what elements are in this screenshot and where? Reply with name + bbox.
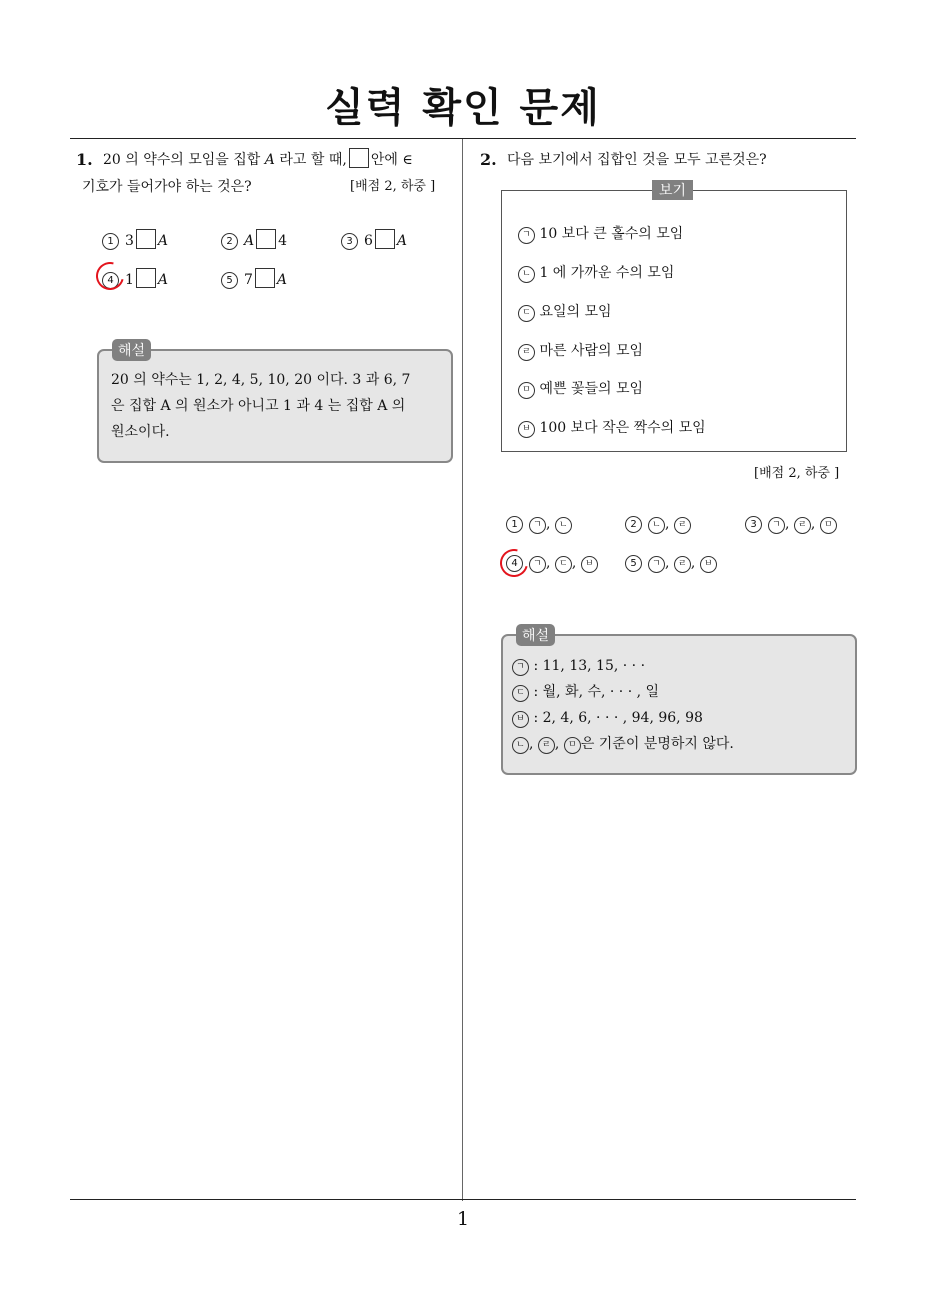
q2-score: [배점 2, 하중 ] <box>754 466 840 481</box>
q1-stem-line1 <box>103 147 458 173</box>
option-number: 2 <box>221 233 238 250</box>
q1-stem-a: 20 의 약수의 모임을 집합 <box>103 152 261 168</box>
page-number: 1 <box>456 1208 470 1230</box>
solution-line <box>512 679 734 705</box>
q2-stem: 다음 보기에서 집합인 것을 모두 고른것은? <box>507 152 767 168</box>
option-right: A <box>276 272 288 288</box>
option-number: 5 <box>625 555 642 572</box>
letter-mark: ㄹ <box>538 737 555 754</box>
option-number: 3 <box>745 516 762 533</box>
letter-mark: ㄱ <box>518 227 535 244</box>
solution-line-text: : 월, 화, 수, · · · , 일 <box>533 684 660 700</box>
q1-option-5[interactable] <box>221 268 287 289</box>
letter-mark: ㄹ <box>674 517 691 534</box>
option-left: 1 <box>125 272 134 288</box>
option-number: 4 <box>102 272 119 289</box>
bogi-item <box>518 378 643 399</box>
letter-mark: ㄷ <box>555 556 572 573</box>
option-right: A <box>396 233 408 249</box>
option-number: 3 <box>341 233 358 250</box>
bogi-item-text: 1 에 가까운 수의 모임 <box>539 265 675 281</box>
letter-mark: ㄴ <box>648 517 665 534</box>
bogi-item <box>518 301 612 322</box>
option-left: 7 <box>244 272 253 288</box>
solution-line-text: : 11, 13, 15, · · · <box>533 658 646 674</box>
q1-stem-var: A <box>264 152 275 168</box>
option-left: 3 <box>125 233 134 249</box>
solution-line: ㄴ , ㄹ , ㅁ 은 기준이 분명하지 않다. <box>512 731 734 757</box>
q1-number: 1. <box>76 150 93 169</box>
q2-option-2[interactable]: 2 ㄴ , ㄹ <box>625 516 691 534</box>
bogi-item <box>518 223 683 244</box>
header-rule <box>70 138 856 139</box>
q1-stem-b: 라고 할 때, <box>279 152 347 168</box>
letter-mark: ㄱ <box>648 556 665 573</box>
q1-stem-c: 안에 ∈ <box>370 152 413 168</box>
q2-number: 2. <box>480 150 497 169</box>
blank-box <box>375 229 395 249</box>
bogi-item-text: 100 보다 작은 짝수의 모임 <box>539 420 706 436</box>
letter-mark: ㅂ <box>512 711 529 728</box>
option-right: A <box>157 272 169 288</box>
letter-mark: ㄹ <box>674 556 691 573</box>
bogi-item-text: 10 보다 큰 홀수의 모임 <box>539 226 684 242</box>
bogi-item <box>518 340 643 361</box>
solution-line-text: : 2, 4, 6, · · · , 94, 96, 98 <box>533 710 703 726</box>
letter-mark: ㅁ <box>518 382 535 399</box>
blank-box <box>136 268 156 288</box>
q2-option-3[interactable]: 3 ㄱ , ㄹ , ㅁ <box>745 516 837 534</box>
answer-mark-icon <box>495 544 533 582</box>
bogi-item <box>518 417 706 438</box>
letter-mark: ㄹ <box>794 517 811 534</box>
solution-line: 원소이다. <box>111 424 170 440</box>
q1-option-3[interactable] <box>341 229 407 250</box>
letter-mark: ㄴ <box>555 517 572 534</box>
bogi-item-text: 예쁜 꽃들의 모임 <box>539 381 644 397</box>
solution-line: 은 집합 A 의 원소가 아니고 1 과 4 는 집합 A 의 <box>111 398 406 414</box>
solution-line-text: 은 기준이 분명하지 않다. <box>580 736 734 752</box>
letter-mark: ㄱ <box>512 659 529 676</box>
option-number: 4 <box>506 555 523 572</box>
blank-box <box>349 148 369 168</box>
q1-option-1[interactable] <box>102 229 168 250</box>
letter-mark: ㄷ <box>512 685 529 702</box>
q2-solution-text <box>512 653 734 757</box>
bogi-label: 보기 <box>652 180 693 200</box>
blank-box <box>255 268 275 288</box>
letter-mark: ㄱ <box>768 517 785 534</box>
option-number: 1 <box>102 233 119 250</box>
q1-option-2[interactable] <box>221 229 287 250</box>
letter-mark: ㄱ <box>529 517 546 534</box>
q1-score: [배점 2, 하중 ] <box>350 179 436 194</box>
letter-mark: ㅂ <box>700 556 717 573</box>
solution-line <box>512 653 734 679</box>
option-number: 1 <box>506 516 523 533</box>
column-divider <box>462 139 463 1201</box>
option-right: A <box>157 233 169 249</box>
bogi-item <box>518 262 674 283</box>
option-right: 4 <box>278 233 288 249</box>
bogi-item-text: 마른 사람의 모임 <box>539 343 644 359</box>
letter-mark: ㄱ <box>529 556 546 573</box>
q2-option-1[interactable]: 1 ㄱ , ㄴ <box>506 516 572 534</box>
letter-mark: ㅂ <box>581 556 598 573</box>
q1-solution-text <box>111 367 410 445</box>
q1-stem-line2: 기호가 들어가야 하는 것은? <box>82 179 252 195</box>
option-left: 6 <box>364 233 373 249</box>
blank-box <box>136 229 156 249</box>
q2-option-4[interactable]: 4 ㄱ , ㄷ , ㅂ <box>506 555 598 573</box>
letter-mark: ㅁ <box>564 737 581 754</box>
letter-mark: ㄷ <box>518 305 535 322</box>
q2-solution-label: 해설 <box>516 624 555 646</box>
footer-rule <box>70 1199 856 1200</box>
page-title: 실력 확인 문제 <box>325 85 601 131</box>
letter-mark: ㅂ <box>518 421 535 438</box>
bogi-item-text: 요일의 모임 <box>539 304 612 320</box>
option-number: 2 <box>625 516 642 533</box>
answer-mark-icon <box>91 257 129 295</box>
solution-line <box>512 705 734 731</box>
letter-mark: ㄹ <box>518 344 535 361</box>
letter-mark: ㅁ <box>820 517 837 534</box>
blank-box <box>256 229 276 249</box>
q1-solution-label: 해설 <box>112 339 151 361</box>
letter-mark: ㄴ <box>518 266 535 283</box>
option-number: 5 <box>221 272 238 289</box>
solution-line: 20 의 약수는 1, 2, 4, 5, 10, 20 이다. 3 과 6, 7 <box>111 372 411 388</box>
q2-option-5[interactable]: 5 ㄱ , ㄹ , ㅂ <box>625 555 717 573</box>
option-left: A <box>244 233 255 249</box>
letter-mark: ㄴ <box>512 737 529 754</box>
